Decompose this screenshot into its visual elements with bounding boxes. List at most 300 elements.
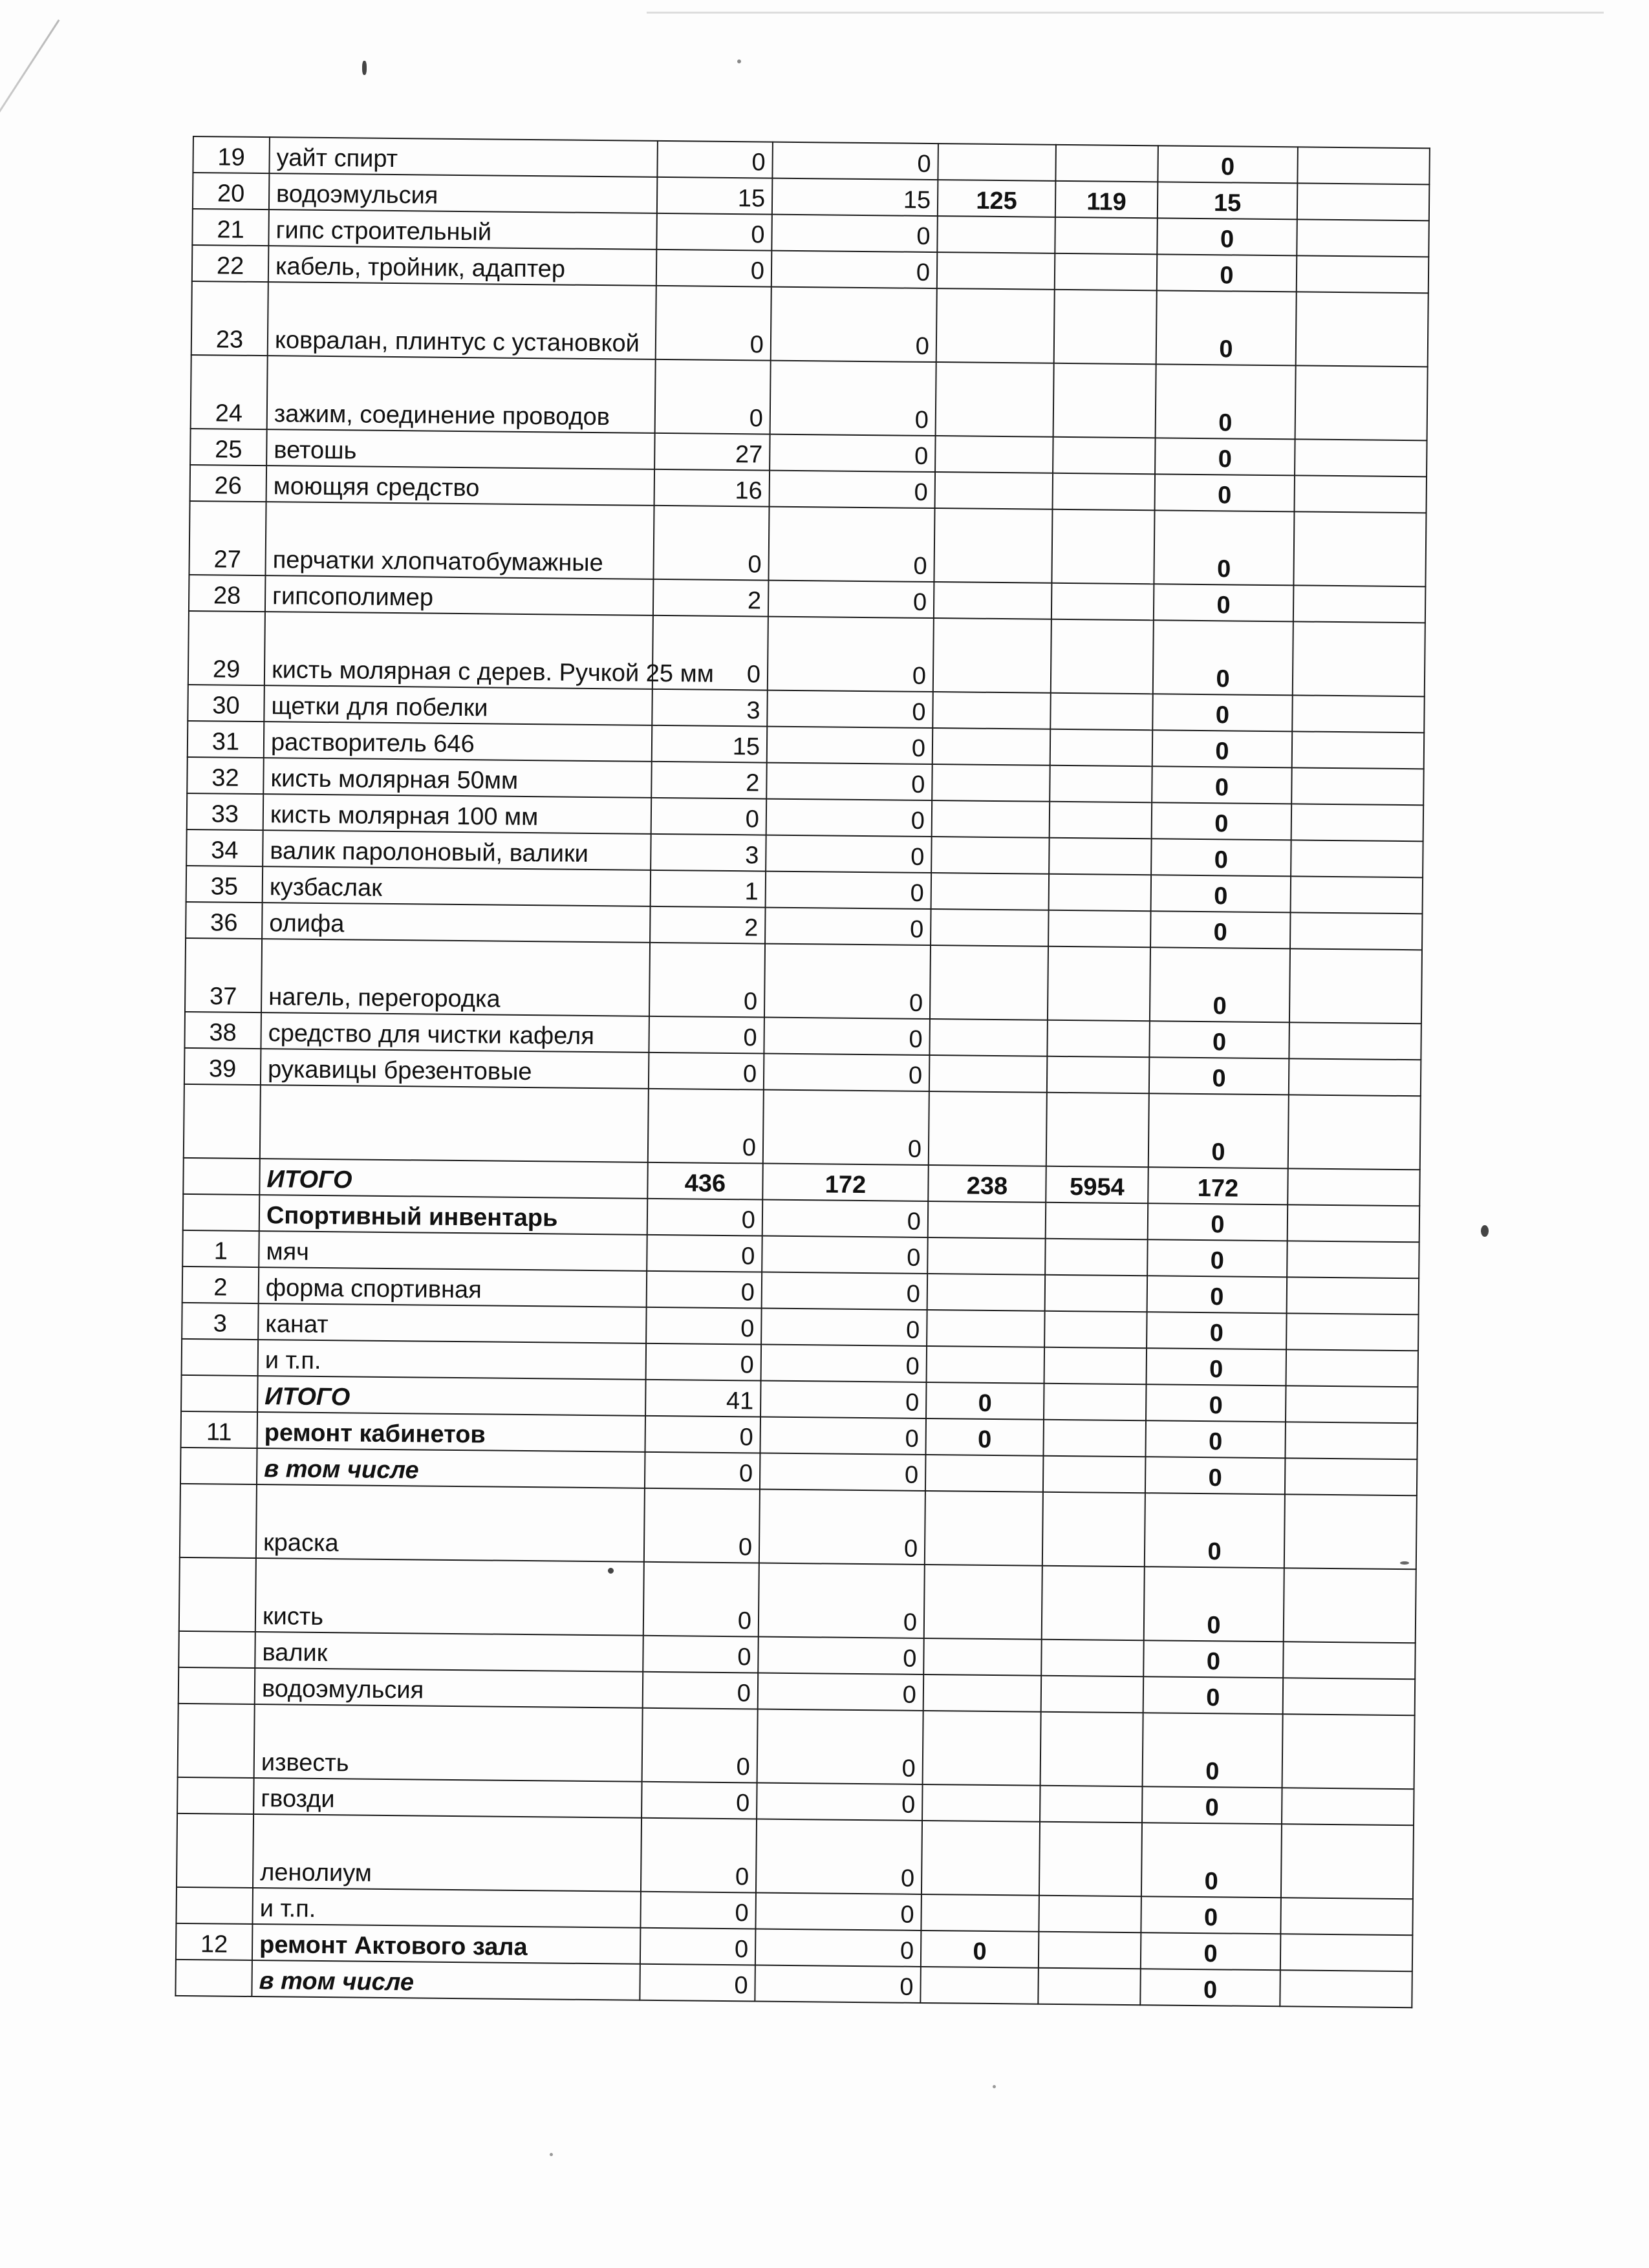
row-number-cell — [184, 1084, 261, 1159]
value-col-2-cell: 0 — [771, 287, 937, 362]
value-col-6-cell — [1289, 1058, 1421, 1096]
value-col-1-cell: 15 — [652, 725, 768, 763]
value-col-2-cell: 0 — [767, 727, 933, 764]
scan-speck — [993, 2085, 996, 2088]
value-col-6-cell — [1288, 1204, 1420, 1242]
value-col-4-cell — [1055, 217, 1158, 255]
value-col-4-cell — [1048, 910, 1151, 948]
value-col-5-cell: 0 — [1155, 474, 1295, 511]
row-number-cell — [178, 1704, 255, 1778]
value-col-1-cell: 0 — [640, 1928, 756, 1965]
value-col-1-cell: 0 — [645, 1416, 760, 1453]
value-col-4-cell: 5954 — [1046, 1166, 1148, 1204]
value-col-3-cell — [927, 1346, 1045, 1384]
value-col-3-cell — [934, 508, 1052, 583]
value-col-3-cell — [921, 1821, 1040, 1896]
value-col-4-cell — [1044, 1311, 1147, 1349]
value-col-3-cell — [927, 1237, 1046, 1275]
table-row — [179, 1557, 1416, 1643]
value-col-1-cell: 2 — [650, 906, 766, 944]
row-number-cell: 1 — [182, 1230, 259, 1267]
item-name-cell: рукавицы брезентовые — [261, 1049, 649, 1089]
value-col-1-cell: 0 — [649, 1053, 764, 1090]
table-row — [178, 1704, 1415, 1789]
scan-artifact-line — [0, 19, 60, 194]
item-name-cell: нагель, перегородка — [261, 939, 650, 1016]
value-col-6-cell — [1284, 1568, 1416, 1643]
row-number-cell: 3 — [182, 1303, 259, 1340]
value-col-5-cell: 0 — [1153, 620, 1293, 695]
value-col-1-cell: 0 — [643, 1562, 759, 1637]
value-col-2-cell: 0 — [762, 1200, 929, 1237]
value-col-3-cell — [931, 837, 1050, 874]
item-name-cell: ленолиум — [253, 1814, 641, 1892]
value-col-5-cell: 0 — [1143, 1713, 1283, 1788]
item-name-cell: мяч — [259, 1231, 647, 1271]
value-col-6-cell — [1284, 1494, 1417, 1569]
value-col-1-cell: 41 — [645, 1380, 761, 1417]
value-col-2-cell: 0 — [755, 1965, 921, 2002]
row-number-cell — [177, 1813, 253, 1888]
item-name-cell: средство для чистки кафеля — [261, 1012, 649, 1053]
materials-table — [175, 136, 1430, 2008]
item-name-cell: кабель, тройник, адаптер — [268, 246, 657, 286]
value-col-6-cell — [1293, 585, 1426, 623]
scan-speck — [1481, 1225, 1489, 1237]
value-col-2-cell: 0 — [770, 434, 936, 472]
value-col-2-cell: 172 — [762, 1164, 929, 1201]
value-col-6-cell — [1294, 475, 1427, 513]
value-col-6-cell — [1281, 1824, 1414, 1899]
value-col-1-cell: 0 — [640, 1892, 756, 1929]
value-col-1-cell: 0 — [640, 1964, 755, 2002]
value-col-1-cell: 0 — [646, 1307, 762, 1345]
value-col-3-cell — [936, 362, 1054, 437]
value-col-1-cell: 0 — [649, 1016, 764, 1054]
value-col-1-cell: 0 — [652, 615, 768, 690]
value-col-3-cell — [929, 1019, 1048, 1056]
value-col-6-cell — [1291, 804, 1424, 841]
value-col-6-cell — [1289, 1022, 1421, 1060]
value-col-5-cell: 0 — [1145, 1420, 1286, 1458]
value-col-2-cell: 0 — [766, 763, 932, 800]
value-col-5-cell: 0 — [1150, 947, 1290, 1022]
value-col-1-cell: 0 — [647, 1235, 762, 1272]
value-col-3-cell — [928, 1201, 1046, 1239]
value-col-5-cell: 0 — [1147, 1276, 1288, 1313]
value-col-6-cell — [1297, 147, 1430, 184]
table-row — [180, 1484, 1417, 1569]
value-col-3-cell — [929, 1091, 1047, 1166]
item-name-cell: ветошь — [266, 429, 655, 469]
value-col-2-cell: 0 — [766, 799, 932, 837]
item-name-cell: в том числе — [252, 1960, 640, 2000]
value-col-5-cell: 0 — [1157, 218, 1297, 255]
row-number-cell — [181, 1375, 258, 1412]
value-col-6-cell — [1282, 1788, 1414, 1825]
value-col-2-cell: 0 — [758, 1637, 924, 1674]
value-col-5-cell: 0 — [1141, 1932, 1281, 1970]
value-col-3-cell — [936, 288, 1055, 363]
item-name-cell: кузбаслак — [263, 866, 651, 906]
row-number-cell: 36 — [186, 902, 263, 939]
item-name-cell: Спортивный инвентарь — [259, 1195, 648, 1235]
value-col-2-cell: 0 — [762, 1272, 928, 1310]
row-number-cell: 32 — [187, 757, 264, 794]
value-col-3-cell — [923, 1711, 1041, 1786]
value-col-2-cell: 0 — [755, 1892, 921, 1930]
value-col-6-cell — [1286, 1313, 1419, 1351]
value-col-3-cell — [920, 1967, 1039, 2004]
value-col-3-cell — [932, 800, 1050, 838]
value-col-5-cell: 0 — [1156, 364, 1296, 439]
row-number-cell — [183, 1194, 260, 1231]
item-name-cell: гипс строительный — [268, 209, 657, 250]
value-col-6-cell — [1286, 1385, 1418, 1423]
value-col-1-cell: 0 — [657, 141, 773, 178]
value-col-4-cell — [1039, 1822, 1142, 1897]
value-col-1-cell: 0 — [642, 1708, 758, 1783]
value-col-3-cell — [923, 1638, 1042, 1676]
value-col-1-cell: 0 — [651, 798, 767, 835]
value-col-4-cell — [1040, 1712, 1143, 1787]
value-col-2-cell: 0 — [765, 908, 931, 945]
row-number-cell: 39 — [184, 1048, 261, 1085]
value-col-3-cell — [925, 1491, 1043, 1566]
value-col-3-cell — [923, 1674, 1042, 1712]
value-col-1-cell: 0 — [656, 250, 772, 287]
value-col-3-cell — [925, 1455, 1044, 1492]
value-col-1-cell: 0 — [643, 1636, 759, 1673]
value-col-5-cell: 0 — [1143, 1640, 1284, 1678]
value-col-6-cell — [1285, 1422, 1417, 1459]
item-name-cell: водоэмульсия — [269, 173, 658, 213]
value-col-6-cell — [1295, 439, 1427, 476]
table-row — [185, 938, 1422, 1023]
value-col-1-cell: 436 — [647, 1162, 763, 1200]
value-col-4-cell — [1051, 583, 1154, 621]
value-col-1-cell: 0 — [641, 1818, 757, 1893]
item-name-cell: кисть молярная 100 мм — [263, 794, 652, 834]
value-col-6-cell — [1283, 1678, 1416, 1715]
value-col-5-cell: 0 — [1152, 694, 1293, 731]
value-col-2-cell: 0 — [759, 1563, 925, 1638]
value-col-4-cell — [1055, 253, 1158, 291]
scan-speck — [362, 61, 367, 75]
value-col-4-cell — [1041, 1640, 1144, 1677]
value-col-6-cell — [1286, 1349, 1419, 1387]
value-col-6-cell — [1288, 1168, 1420, 1206]
item-name-cell: гипсополимер — [265, 575, 654, 615]
value-col-5-cell: 0 — [1152, 766, 1292, 804]
item-name-cell: кисть молярная 50мм — [263, 758, 652, 798]
value-col-3-cell — [921, 1894, 1039, 1932]
value-col-2-cell: 0 — [760, 1381, 927, 1418]
value-col-6-cell — [1293, 511, 1426, 586]
value-col-2-cell: 0 — [767, 690, 933, 728]
value-col-5-cell: 0 — [1154, 584, 1294, 621]
item-name-cell: растворитель 646 — [264, 722, 652, 762]
value-col-4-cell — [1046, 1093, 1149, 1168]
table-row — [188, 611, 1425, 696]
value-col-2-cell: 15 — [772, 178, 938, 216]
value-col-2-cell: 0 — [772, 142, 938, 180]
row-number-cell — [175, 1960, 252, 1996]
value-col-3-cell — [927, 1274, 1046, 1311]
row-number-cell — [178, 1667, 255, 1704]
value-col-2-cell: 0 — [759, 1490, 925, 1565]
value-col-4-cell — [1044, 1347, 1147, 1385]
row-number-cell — [180, 1484, 257, 1558]
value-col-4-cell — [1048, 947, 1150, 1022]
value-col-4-cell — [1053, 473, 1156, 511]
value-col-6-cell — [1290, 912, 1423, 950]
value-col-2-cell: 0 — [768, 507, 934, 582]
row-number-cell: 19 — [193, 136, 270, 173]
value-col-6-cell — [1297, 183, 1430, 220]
value-col-1-cell: 0 — [643, 1672, 759, 1709]
value-col-5-cell: 0 — [1156, 290, 1297, 365]
value-col-2-cell: 0 — [764, 944, 931, 1019]
value-col-3-cell — [931, 873, 1050, 910]
item-name-cell: и т.п. — [258, 1340, 647, 1380]
value-col-6-cell — [1297, 255, 1429, 293]
value-col-1-cell: 0 — [653, 506, 769, 581]
value-col-4-cell — [1050, 802, 1152, 839]
value-col-1-cell: 16 — [654, 469, 770, 507]
materials-table-body — [175, 136, 1430, 2007]
value-col-6-cell — [1282, 1714, 1415, 1789]
value-col-6-cell — [1289, 948, 1422, 1023]
value-col-2-cell: 0 — [757, 1782, 923, 1820]
value-col-2-cell: 0 — [764, 1018, 930, 1055]
value-col-3-cell: 125 — [938, 180, 1056, 217]
item-name-cell: зажим, соединение проводов — [267, 356, 656, 433]
value-col-1-cell: 27 — [654, 433, 770, 471]
item-name-cell: валик — [255, 1632, 643, 1672]
value-col-5-cell: 0 — [1141, 1823, 1282, 1898]
value-col-2-cell: 0 — [761, 1345, 927, 1382]
row-number-cell: 28 — [189, 575, 266, 612]
value-col-3-cell — [933, 618, 1051, 693]
item-name-cell: в том числе — [257, 1448, 645, 1488]
value-col-1-cell: 2 — [653, 579, 769, 617]
value-col-3-cell — [931, 909, 1049, 947]
table-row — [191, 355, 1428, 440]
row-number-cell: 21 — [192, 209, 269, 246]
item-name-cell: канат — [258, 1303, 647, 1343]
value-col-3-cell: 0 — [926, 1382, 1044, 1420]
value-col-4-cell — [1053, 363, 1156, 438]
item-name-cell: ремонт кабинетов — [257, 1412, 646, 1452]
item-name-cell — [260, 1085, 649, 1162]
item-name-cell: перчатки хлопчатобумажные — [265, 502, 654, 579]
value-col-6-cell — [1296, 292, 1428, 367]
value-col-2-cell: 0 — [761, 1309, 927, 1346]
value-col-4-cell — [1046, 1203, 1148, 1240]
item-name-cell: водоэмульсия — [255, 1668, 643, 1708]
value-col-5-cell: 0 — [1141, 1896, 1281, 1934]
row-number-cell: 33 — [187, 793, 264, 830]
item-name-cell: уайт спирт — [269, 137, 658, 177]
value-col-4-cell — [1039, 1896, 1141, 1933]
value-col-6-cell — [1280, 1934, 1413, 1971]
row-number-cell: 11 — [181, 1411, 258, 1448]
item-name-cell: ИТОГО — [257, 1376, 646, 1416]
value-col-1-cell: 0 — [641, 1782, 757, 1819]
item-name-cell: и т.п. — [252, 1888, 641, 1928]
row-number-cell: 30 — [188, 685, 264, 722]
item-name-cell: моющяя средство — [266, 465, 655, 506]
value-col-2-cell: 0 — [760, 1417, 926, 1455]
value-col-5-cell: 0 — [1150, 911, 1291, 948]
value-col-1-cell: 0 — [655, 359, 771, 434]
value-col-2-cell: 0 — [770, 471, 936, 508]
row-number-cell: 34 — [186, 829, 263, 866]
table-row — [191, 281, 1428, 367]
value-col-6-cell — [1287, 1241, 1419, 1278]
value-col-1-cell: 0 — [649, 943, 765, 1018]
value-col-2-cell: 0 — [762, 1236, 928, 1274]
row-number-cell: 22 — [192, 245, 269, 282]
row-number-cell: 23 — [191, 281, 268, 356]
value-col-6-cell — [1291, 767, 1424, 805]
value-col-4-cell — [1050, 693, 1153, 731]
value-col-2-cell: 0 — [768, 581, 934, 618]
value-col-4-cell — [1038, 1968, 1141, 2006]
value-col-3-cell: 238 — [928, 1165, 1046, 1203]
value-col-1-cell: 0 — [656, 213, 772, 251]
value-col-1-cell: 0 — [646, 1343, 762, 1381]
row-number-cell — [178, 1631, 255, 1668]
value-col-5-cell: 0 — [1147, 1312, 1287, 1349]
value-col-5-cell: 0 — [1157, 254, 1297, 292]
item-name-cell: форма спортивная — [259, 1267, 647, 1307]
value-col-6-cell — [1297, 219, 1429, 257]
table-row — [184, 1084, 1421, 1170]
value-col-6-cell — [1288, 1095, 1421, 1170]
value-col-3-cell — [934, 582, 1052, 619]
value-col-2-cell: 0 — [757, 1709, 923, 1784]
value-col-4-cell — [1050, 765, 1152, 803]
value-col-5-cell: 0 — [1146, 1384, 1286, 1422]
value-col-3-cell — [937, 252, 1055, 290]
value-col-4-cell — [1042, 1492, 1145, 1567]
row-number-cell: 27 — [189, 501, 266, 575]
value-col-4-cell: 119 — [1055, 181, 1158, 219]
value-col-6-cell — [1295, 365, 1428, 440]
item-name-cell: ИТОГО — [259, 1159, 648, 1199]
value-col-3-cell — [932, 692, 1051, 729]
scan-speck — [550, 2153, 553, 2156]
value-col-1-cell: 1 — [651, 870, 766, 908]
row-number-cell — [180, 1448, 257, 1484]
value-col-2-cell: 0 — [768, 617, 934, 692]
row-number-cell: 26 — [190, 465, 267, 502]
value-col-2-cell: 0 — [764, 1054, 930, 1091]
value-col-6-cell — [1287, 1277, 1419, 1314]
value-col-3-cell — [932, 764, 1050, 802]
row-number-cell: 31 — [188, 721, 264, 758]
row-number-cell: 12 — [176, 1923, 253, 1960]
value-col-4-cell — [1049, 838, 1152, 875]
value-col-5-cell: 0 — [1155, 438, 1295, 475]
row-number-cell: 29 — [188, 611, 265, 685]
value-col-5-cell: 0 — [1148, 1093, 1289, 1168]
value-col-5-cell: 0 — [1151, 875, 1291, 912]
value-col-2-cell: 0 — [766, 835, 932, 873]
value-col-1-cell: 15 — [657, 177, 773, 215]
value-col-3-cell — [932, 728, 1051, 765]
scan-artifact-edge — [647, 12, 1604, 14]
value-col-2-cell: 0 — [770, 361, 936, 436]
row-number-cell — [182, 1339, 259, 1376]
row-number-cell: 24 — [191, 355, 268, 429]
value-col-3-cell — [922, 1784, 1040, 1822]
value-col-4-cell — [1051, 619, 1154, 694]
value-col-4-cell — [1044, 1384, 1147, 1421]
value-col-3-cell — [930, 945, 1048, 1020]
value-col-3-cell — [924, 1565, 1042, 1640]
value-col-6-cell — [1292, 695, 1425, 733]
value-col-4-cell — [1040, 1786, 1143, 1823]
value-col-4-cell — [1047, 1056, 1150, 1094]
item-name-cell: олифа — [262, 903, 651, 943]
value-col-2-cell: 0 — [771, 215, 938, 252]
table-row — [177, 1813, 1414, 1899]
value-col-5-cell: 0 — [1152, 730, 1293, 767]
table-row — [189, 501, 1426, 586]
value-col-2-cell: 0 — [758, 1673, 924, 1711]
value-col-5-cell: 0 — [1158, 145, 1298, 183]
value-col-1-cell: 0 — [644, 1488, 760, 1563]
value-col-5-cell: 0 — [1151, 839, 1291, 876]
value-col-6-cell — [1280, 1898, 1413, 1935]
item-name-cell: кисть — [255, 1558, 644, 1636]
value-col-4-cell — [1055, 145, 1158, 182]
value-col-5-cell: 0 — [1154, 510, 1294, 585]
value-col-4-cell — [1045, 1239, 1148, 1276]
value-col-4-cell — [1054, 290, 1157, 365]
value-col-5-cell: 0 — [1152, 802, 1292, 840]
value-col-4-cell — [1039, 1932, 1141, 1969]
value-col-4-cell — [1043, 1456, 1146, 1493]
item-name-cell: известь — [254, 1704, 643, 1782]
value-col-4-cell — [1047, 1020, 1150, 1058]
value-col-2-cell: 0 — [766, 872, 932, 909]
value-col-5-cell: 0 — [1147, 1239, 1288, 1277]
row-number-cell — [179, 1557, 256, 1632]
value-col-5-cell: 0 — [1140, 1969, 1280, 2006]
value-col-5-cell: 0 — [1143, 1676, 1284, 1714]
value-col-2-cell: 0 — [760, 1453, 926, 1491]
value-col-5-cell: 0 — [1145, 1493, 1285, 1568]
value-col-5-cell: 0 — [1148, 1203, 1288, 1241]
value-col-3-cell — [935, 436, 1053, 473]
row-number-cell: 38 — [184, 1012, 261, 1049]
row-number-cell: 20 — [193, 173, 270, 209]
value-col-5-cell: 172 — [1148, 1167, 1288, 1204]
value-col-6-cell — [1291, 840, 1423, 877]
value-col-2-cell: 0 — [763, 1090, 929, 1165]
row-number-cell — [177, 1777, 254, 1814]
value-col-4-cell — [1042, 1566, 1145, 1641]
row-number-cell — [176, 1887, 253, 1924]
value-col-5-cell: 15 — [1158, 182, 1298, 219]
value-col-4-cell — [1049, 874, 1152, 912]
item-name-cell: ковралан, плинтус с установкой — [268, 282, 656, 359]
value-col-3-cell — [935, 472, 1053, 509]
